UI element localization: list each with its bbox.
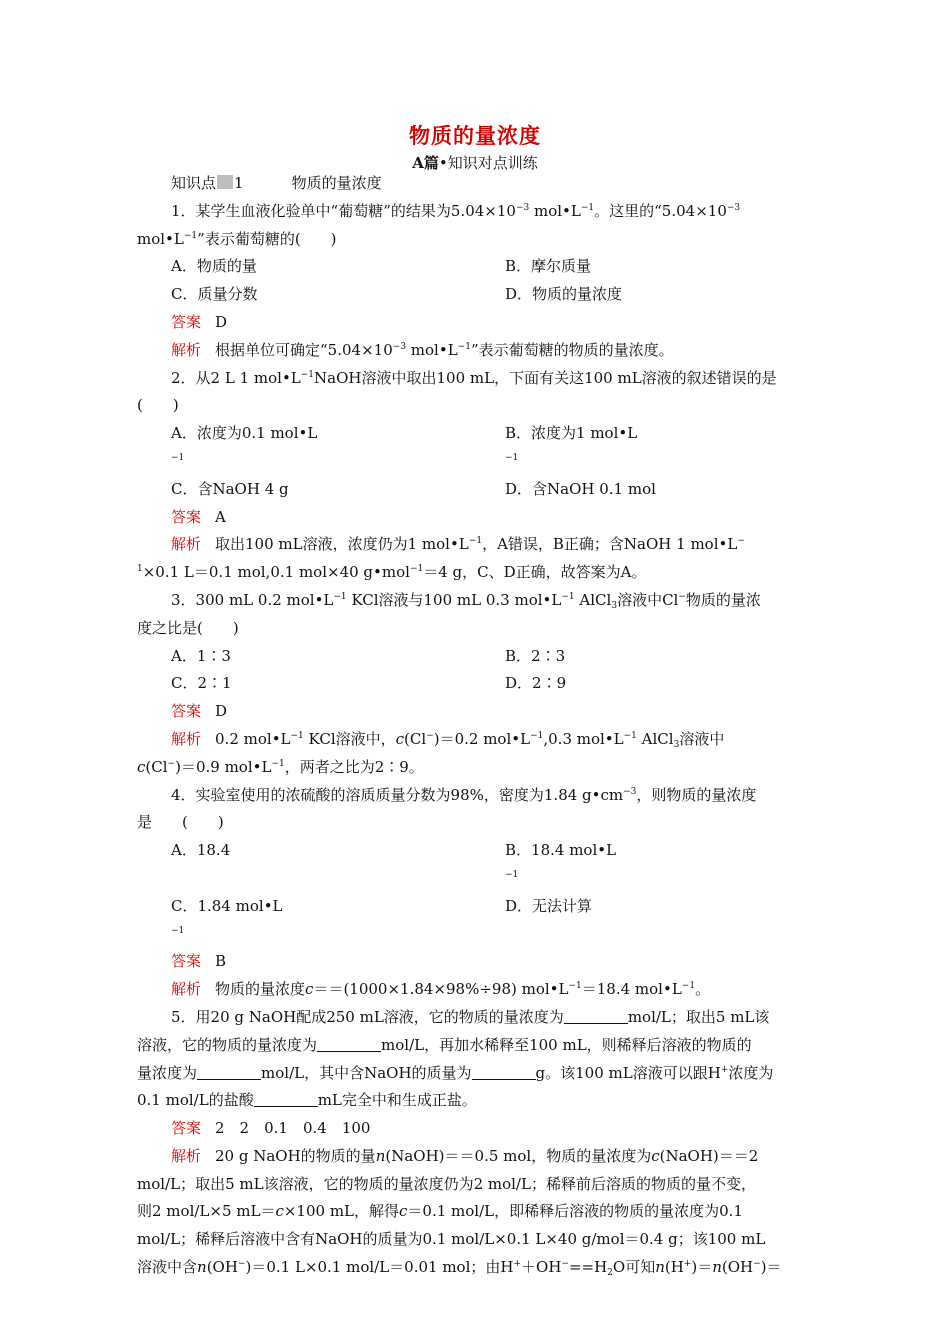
kp-marker-box — [217, 175, 233, 189]
option-a: A．18.4 — [171, 841, 231, 860]
option-c: C．含NaOH 4 g — [171, 479, 289, 498]
question-3-options-row-1 — [137, 643, 817, 671]
blank-2 — [317, 1037, 381, 1052]
question-1-options-row-2 — [137, 281, 817, 309]
option-d: D．物质的量浓度 — [505, 285, 623, 304]
document-body — [137, 170, 817, 1282]
question-2-options-row-1 — [137, 420, 817, 476]
question-2-analysis-cont: $^1$×0.1 L＝0.1 mol,0.1 mol×40 g•mol$^{-1}$＝4 g，C、D正确，故答案为A。 — [137, 563, 647, 582]
question-3-answer: 答案 D — [171, 702, 228, 721]
section-dot: • — [438, 154, 448, 172]
question-1-options-row-1 — [137, 253, 817, 281]
option-d: D．含NaOH 0.1 mol — [505, 479, 656, 498]
kp-prefix: 知识点 — [171, 174, 217, 192]
question-4-stem: 4．实验室使用的浓硫酸的溶质质量分数为98%，密度为1.84 $g•cm^{-3}$，则物质的量浓度 是 ( ) — [137, 785, 757, 832]
blank-1 — [564, 1009, 628, 1024]
question-5-analysis-line-5: 溶液中含n(OH−)＝0.1 L×0.1 mol/L＝0.01 mol；由$H^++OH^-==H_2O$可知n(H+)＝n(OH−)＝ — [137, 1258, 782, 1279]
question-4-options-row-1 — [137, 837, 817, 893]
section-label: A篇 — [412, 154, 439, 172]
option-a: A．浓度为0.1 mol•L $^{-1}$ — [171, 424, 318, 463]
question-5-analysis-line-2: mol/L；取出5 mL该溶液，它的物质的量浓度仍为2 mol/L；稀释前后溶质的物质的量不变， — [137, 1174, 756, 1193]
option-b: B．浓度为1 mol•L $^{-1}$ — [505, 424, 638, 463]
question-5-analysis-line-4: mol/L；稀释后溶液中含有NaOH的质量为0.1 mol/L×0.1 L×40 g/mol＝0.4 g；该100 mL — [137, 1230, 766, 1249]
question-3-analysis-cont: c(Cl−)＝0.9 $mol•L^{-1}$，两者之比为2∶9。 — [137, 757, 424, 776]
question-4-answer: 答案 B — [171, 952, 227, 971]
question-5-answer: 答案 2 2 0.1 0.4 100 — [171, 1119, 371, 1138]
knowledge-point-heading — [137, 170, 817, 198]
section-name: 知识对点训练 — [447, 154, 538, 172]
option-b: B．18.4 mol•L $^{-1}$ — [505, 841, 617, 880]
question-5-stem: 5．用20 g NaOH配成250 mL溶液，它的物质的量浓度为 mol/L；取出5 mL该 溶液，它的物质的量浓度为 mol/L，再加水稀释至100 mL，则稀释后溶液的物质的 量浓度为 mol/L，其中含NaOH的质量为 g。该100 mL溶液可以跟H+浓度为 0.1 mol/L的盐酸 mL完全中和生成正盐。 — [137, 1007, 774, 1110]
question-5-analysis-line-3: 则2 mol/L×5 mL＝c×100 mL，解得c＝0.1 mol/L，即稀释后溶液的物质的量浓度为0.1 — [137, 1202, 743, 1221]
blank-4 — [472, 1065, 536, 1080]
option-c: C．质量分数 — [171, 285, 258, 304]
question-4-options-row-2 — [137, 893, 817, 949]
question-3-stem: 3．300 mL 0.2 $mol•L^{-1}$ KCl溶液与100 mL 0.3 $mol•L^{-1}$ AlCl$_3$溶液中Cl−物质的量浓 度之比是( ) — [137, 590, 761, 637]
option-a: A．物质的量 — [171, 257, 257, 276]
option-c: C．1.84 mol•L $^{-1}$ — [171, 896, 283, 936]
option-c: C．2∶1 — [171, 674, 232, 693]
option-d: D．2∶9 — [505, 674, 567, 693]
question-3-analysis: 解析 0.2 $mol•L^{-1}$ KCl溶液中，c(Cl−)＝0.2 $mol•L^{-1},0.3$ $mol•L^{-1}$ AlCl$_3$溶液中 — [171, 729, 725, 750]
kp-number: 1 — [234, 174, 244, 192]
question-1-stem: 1．某学生血液化验单中“葡萄糖”的结果为$5.04\times 10^{-3}$ $mol•L^{-1}$。这里的“$5.04\times 10^{-3}$ $mol•L^{-1}$”表示葡萄糖的( ) — [137, 201, 741, 248]
question-2-stem: 2．从2 L 1 $mol•L^{-1}NaOH$溶液中取出100 mL，下面有关这100 mL溶液的叙述错误的是 ( ) — [137, 368, 777, 415]
option-d: D．无法计算 — [505, 896, 593, 915]
question-2-analysis: 解析 取出100 mL溶液，浓度仍为1 $mol•L^{-1}$，A错误，B正确；含NaOH 1 mol•L− — [171, 535, 745, 554]
question-5-analysis: 解析 20 g NaOH的物质的量n(NaOH)＝＝0.5 mol，物质的量浓度为c(NaOH)＝＝2 — [171, 1146, 759, 1165]
kp-name: 物质的量浓度 — [291, 174, 382, 192]
question-2-options-row-2 — [137, 476, 817, 504]
question-1-analysis: 解析 根据单位可确定“$5.04\times 10^{-3}$ $mol•L^{-1}$”表示葡萄糖的物质的量浓度。 — [171, 340, 674, 359]
option-b: B．2∶3 — [505, 646, 566, 665]
question-1-answer: 答案 D — [171, 312, 228, 331]
option-b: B．摩尔质量 — [505, 257, 592, 276]
question-3-options-row-2 — [137, 670, 817, 698]
blank-3 — [197, 1065, 261, 1080]
question-2-answer: 答案 A — [171, 507, 226, 526]
page-title: 物质的量浓度 — [409, 124, 541, 148]
blank-5 — [254, 1092, 318, 1107]
question-4-analysis: 解析 物质的量浓度c＝＝(1000×1.84×98%÷98) $mol•L^{-1}=18.4$ $mol•L^{-1}$。 — [171, 980, 711, 999]
option-a: A．1∶3 — [171, 646, 231, 665]
